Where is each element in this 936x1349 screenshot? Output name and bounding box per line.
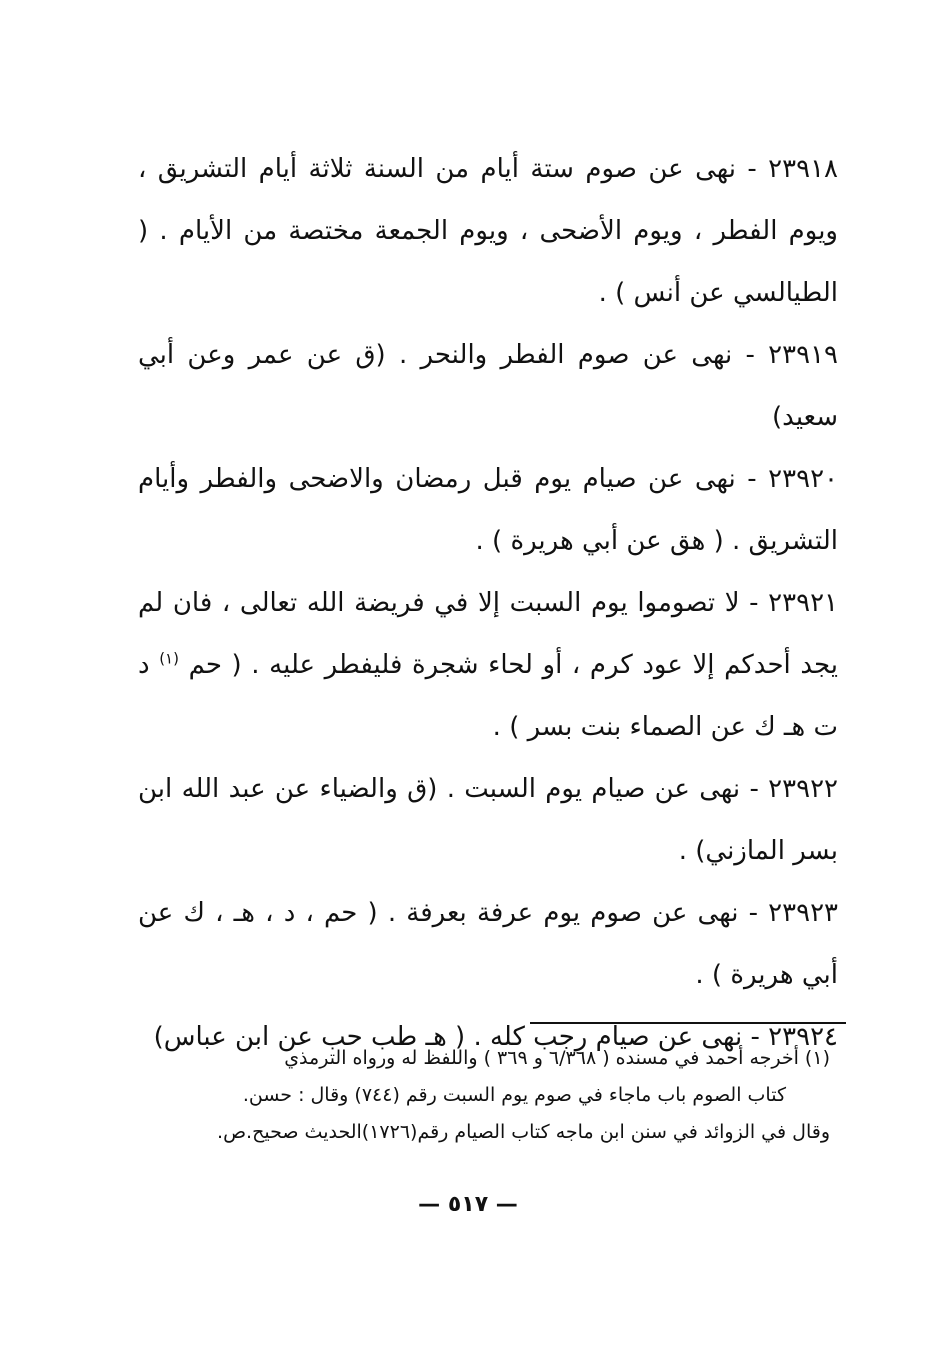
hadith-text: ٢٣٩٢٣ - نهى عن صوم يوم عرفة بعرفة . ( حم ، د ، هـ ، ك عن أبي هريرة ) . xyxy=(138,898,838,990)
hadith-entry-23920 xyxy=(138,448,838,572)
footnotes xyxy=(130,1040,830,1151)
hadith-text: ٢٣٩٢٢ - نهى عن صيام يوم السبت . (ق والضياء عن عبد الله ابن بسر المازني) . xyxy=(138,774,838,866)
hadith-text-continued: د ت هـ ك عن الصماء بنت بسر ) . xyxy=(138,650,838,742)
footnote-separator xyxy=(530,1022,846,1024)
hadith-text: ٢٣٩١٩ - نهى عن صوم الفطر والنحر . (ق عن عمر وعن أبي سعيد) xyxy=(138,340,838,432)
hadith-entry-23921 xyxy=(138,572,838,758)
hadith-entry-23922 xyxy=(138,758,838,882)
hadith-text: ٢٣٩١٨ - نهى عن صوم ستة أيام من السنة ثلاثة أيام التشريق ، ويوم الفطر ، ويوم الأضحى ، ويوم الجمعة مختصة من الأيام . ( الطيالسي عن أنس ) . xyxy=(138,154,838,308)
page-number: — ٥١٧ — xyxy=(418,1192,518,1217)
footnote-line: وقال في الزوائد في سنن ابن ماجه كتاب الصيام رقم(١٧٢٦)الحديث صحيح.ص. xyxy=(217,1121,830,1143)
footnote-line: (١) أخرجه أحمد في مسنده ( ٦/٣٦٨ و ٣٦٩ ) واللفظ له ورواه الترمذي xyxy=(284,1047,830,1069)
footnote-marker: (١) xyxy=(159,649,179,668)
hadith-entry-23923 xyxy=(138,882,838,1006)
hadith-entry-23918 xyxy=(138,138,838,324)
hadith-text: ٢٣٩٢١ - لا تصوموا يوم السبت إلا في فريضة الله تعالى ، فان لم يجد أحدكم إلا عود كرم ، أو لحاء شجرة فليفطر عليه . ( حم xyxy=(138,588,839,680)
hadith-text: ٢٣٩٢٤ - نهى عن صيام رجب كله . ( هـ طب حب عن ابن عباس) xyxy=(153,1022,838,1052)
footnote-line: كتاب الصوم باب ماجاء في صوم يوم السبت رقم (٧٤٤) وقال : حسن. xyxy=(242,1084,786,1106)
hadith-text: ٢٣٩٢٠ - نهى عن صيام يوم قبل رمضان والاضحى والفطر وأيام التشريق . ( هق عن أبي هريرة ) . xyxy=(138,464,838,556)
hadith-entries xyxy=(138,138,838,1068)
hadith-entry-23919 xyxy=(138,324,838,448)
